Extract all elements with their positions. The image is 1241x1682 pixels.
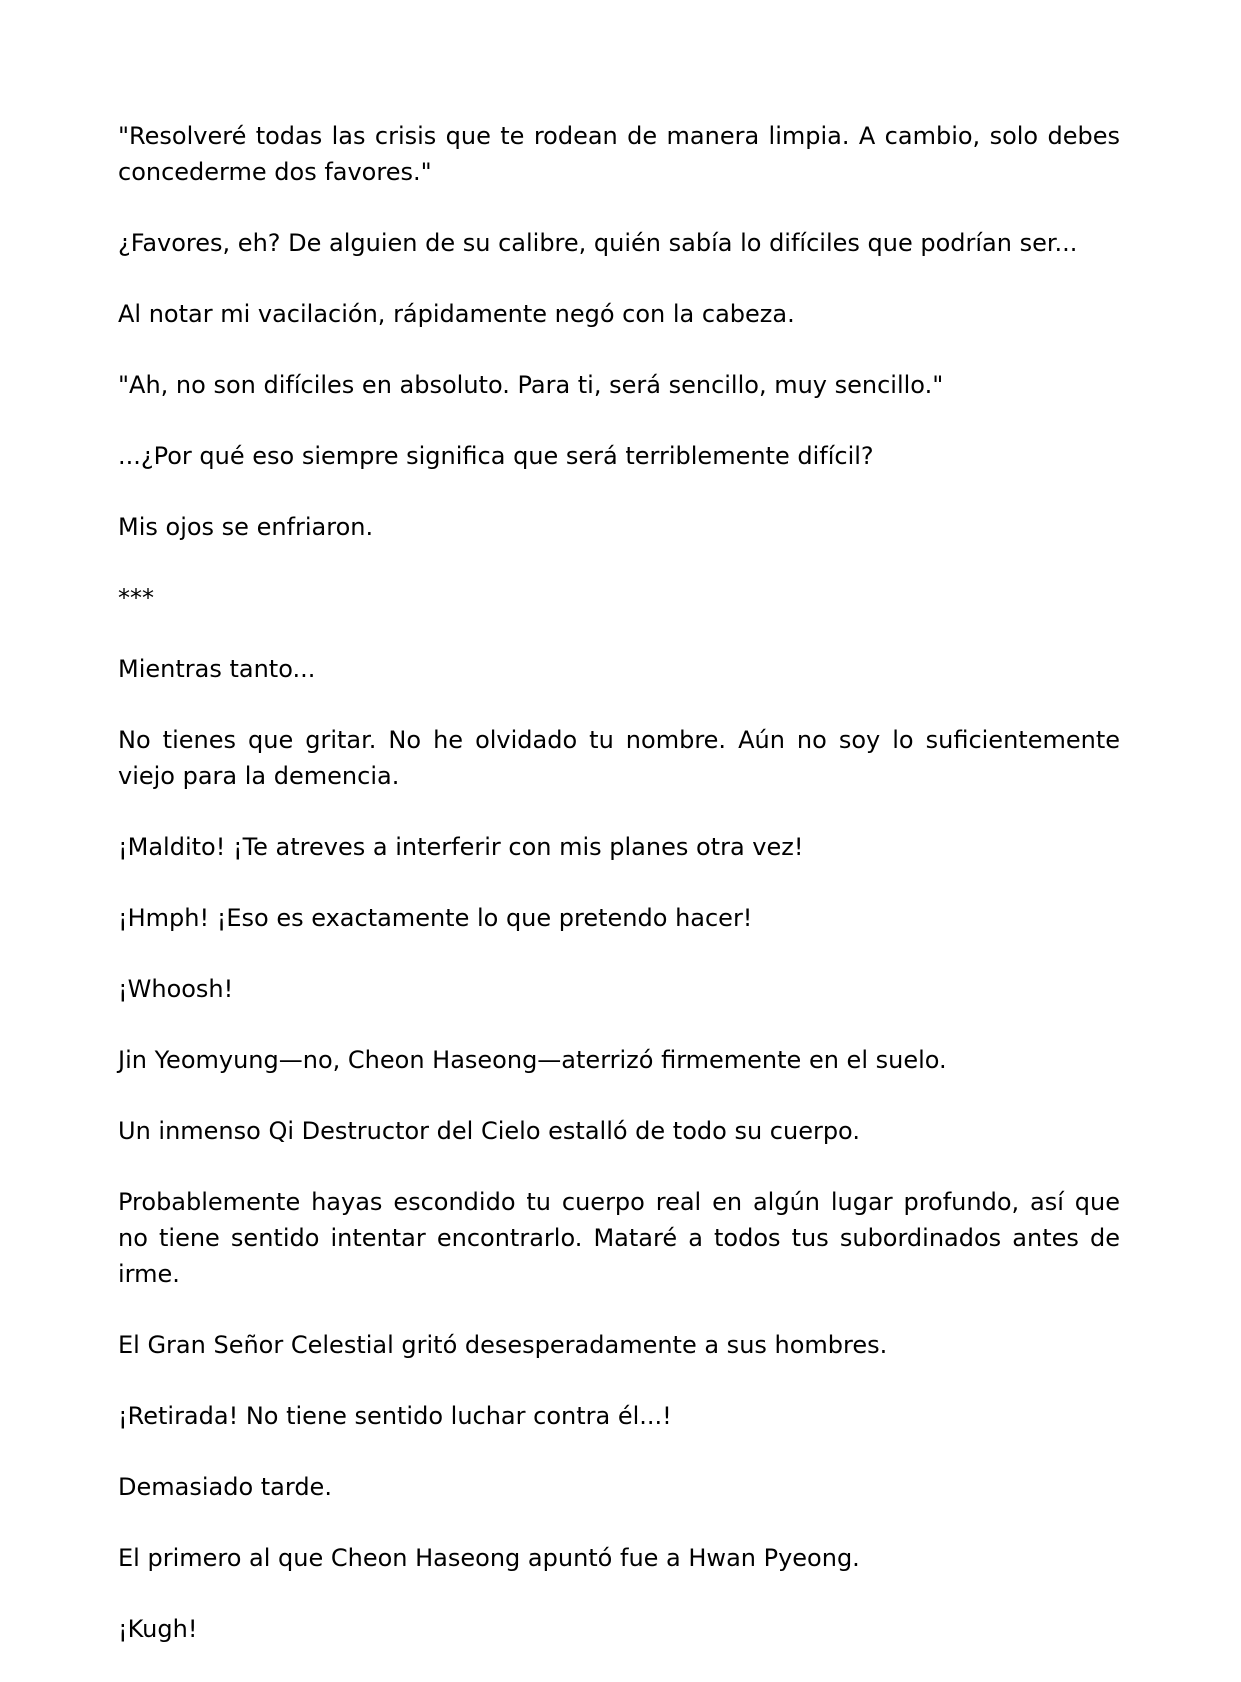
paragraph: Mientras tanto... [118,655,316,683]
paragraph: ¿Favores, eh? De alguien de su calibre, quién sabía lo difíciles que podrían ser... [118,229,1078,257]
paragraph: El primero al que Cheon Haseong apuntó fue a Hwan Pyeong. [118,1544,860,1572]
scene-break: *** [118,584,154,612]
paragraph: No tienes que gritar. No he olvidado tu nombre. Aún no soy lo suficientemente viejo para la demencia. [118,726,1120,790]
paragraph: "Resolveré todas las crisis que te rodean de manera limpia. A cambio, solo debes concederme dos favores." [118,122,1120,186]
paragraph: Probablemente hayas escondido tu cuerpo real en algún lugar profundo, así que no tiene sentido intentar encontrarlo. Mataré a todos tus subordinados antes de irme. [118,1188,1120,1288]
paragraph: Un inmenso Qi Destructor del Cielo estalló de todo su cuerpo. [118,1117,860,1145]
paragraph: ¡Whoosh! [118,975,234,1003]
paragraph: ¡Maldito! ¡Te atreves a interferir con mis planes otra vez! [118,833,804,861]
paragraph: Jin Yeomyung—no, Cheon Haseong—aterrizó firmemente en el suelo. [118,1046,947,1074]
paragraph: ¡Kugh! [118,1615,198,1643]
paragraph: ...¿Por qué eso siempre significa que será terriblemente difícil? [118,442,874,470]
paragraph: ¡Hmph! ¡Eso es exactamente lo que pretendo hacer! [118,904,753,932]
paragraph: "Ah, no son difíciles en absoluto. Para ti, será sencillo, muy sencillo." [118,371,944,399]
paragraph: El Gran Señor Celestial gritó desesperadamente a sus hombres. [118,1331,888,1359]
paragraph: Mis ojos se enfriaron. [118,513,374,541]
paragraph: Al notar mi vacilación, rápidamente negó con la cabeza. [118,300,795,328]
document-body [118,118,1120,1682]
paragraph: Demasiado tarde. [118,1473,332,1501]
paragraph: ¡Retirada! No tiene sentido luchar contra él...! [118,1402,672,1430]
